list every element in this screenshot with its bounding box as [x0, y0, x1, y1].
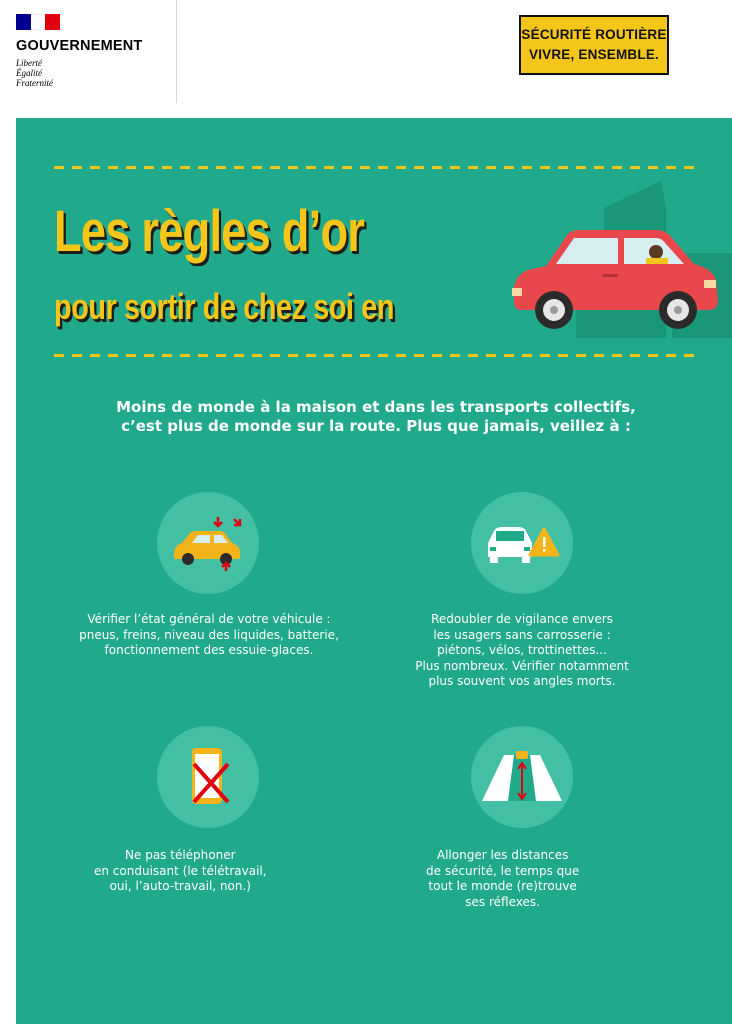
tip-safe-distance	[426, 848, 579, 910]
intro-line-2: c’est plus de monde sur la route. Plus que jamais, veillez à :	[121, 417, 631, 435]
infographic-panel	[16, 118, 732, 1024]
tip-2-line-3: piétons, vélos, trottinettes...	[437, 643, 607, 657]
government-logo[interactable]	[16, 14, 142, 88]
tip-3-line-3: oui, l’auto-travail, non.)	[109, 879, 251, 893]
tip-no-phone	[94, 848, 267, 895]
logo-line-2: VIVRE, ENSEMBLE.	[529, 47, 659, 62]
tip-2-line-4: Plus nombreux. Vérifier notamment	[415, 658, 629, 673]
securite-routiere-logo[interactable]	[519, 15, 669, 75]
tip-vigilance	[386, 612, 658, 690]
tip-4-line-1: Allonger les distances	[436, 848, 569, 862]
top-dashed-divider	[54, 166, 700, 169]
logo-line-1: SÉCURITÉ ROUTIÈRE	[521, 27, 667, 42]
header-divider	[176, 0, 177, 103]
motto-fraternite: Fraternité	[16, 78, 53, 88]
tip-1-line-1: Vérifier l’état général de votre véhicule :	[87, 612, 331, 626]
french-flag-icon	[16, 14, 60, 30]
motto-liberte: Liberté	[16, 58, 42, 68]
tip-3-line-2: en conduisant (le télétravail,	[94, 863, 267, 878]
main-subtitle: pour sortir de chez soi en	[54, 286, 395, 327]
tip-2-line-1: Redoubler de vigilance envers	[431, 612, 613, 626]
tip-3-line-1: Ne pas téléphoner	[125, 848, 236, 862]
red-car-illustration	[506, 218, 726, 338]
tip-2-line-5: plus souvent vos angles morts.	[428, 674, 616, 688]
tip-1-line-3: fonctionnement des essuie-glaces.	[104, 643, 314, 657]
tip-1-line-2: pneus, freins, niveau des liquides, batterie,	[79, 627, 339, 642]
tip-2-line-2: les usagers sans carrosserie :	[433, 627, 611, 642]
motto-egalite: Égalité	[16, 68, 42, 78]
republic-motto	[16, 58, 142, 88]
tip-4-line-3: tout le monde (re)trouve	[428, 879, 577, 893]
road-distance-icon	[471, 726, 573, 828]
no-phone-icon	[157, 726, 259, 828]
car-check-icon	[157, 492, 259, 594]
tip-vehicle-check	[64, 612, 354, 659]
intro-text	[76, 398, 676, 436]
main-title: Les règles d’or	[54, 199, 365, 264]
car-warning-icon	[471, 492, 573, 594]
bottom-dashed-divider	[54, 354, 700, 357]
government-name: GOUVERNEMENT	[16, 38, 143, 54]
intro-line-1: Moins de monde à la maison et dans les transports collectifs,	[116, 398, 636, 416]
tip-4-line-2: de sécurité, le temps que	[426, 863, 580, 878]
tip-4-line-4: ses réflexes.	[465, 894, 540, 909]
page-header	[0, 0, 732, 118]
